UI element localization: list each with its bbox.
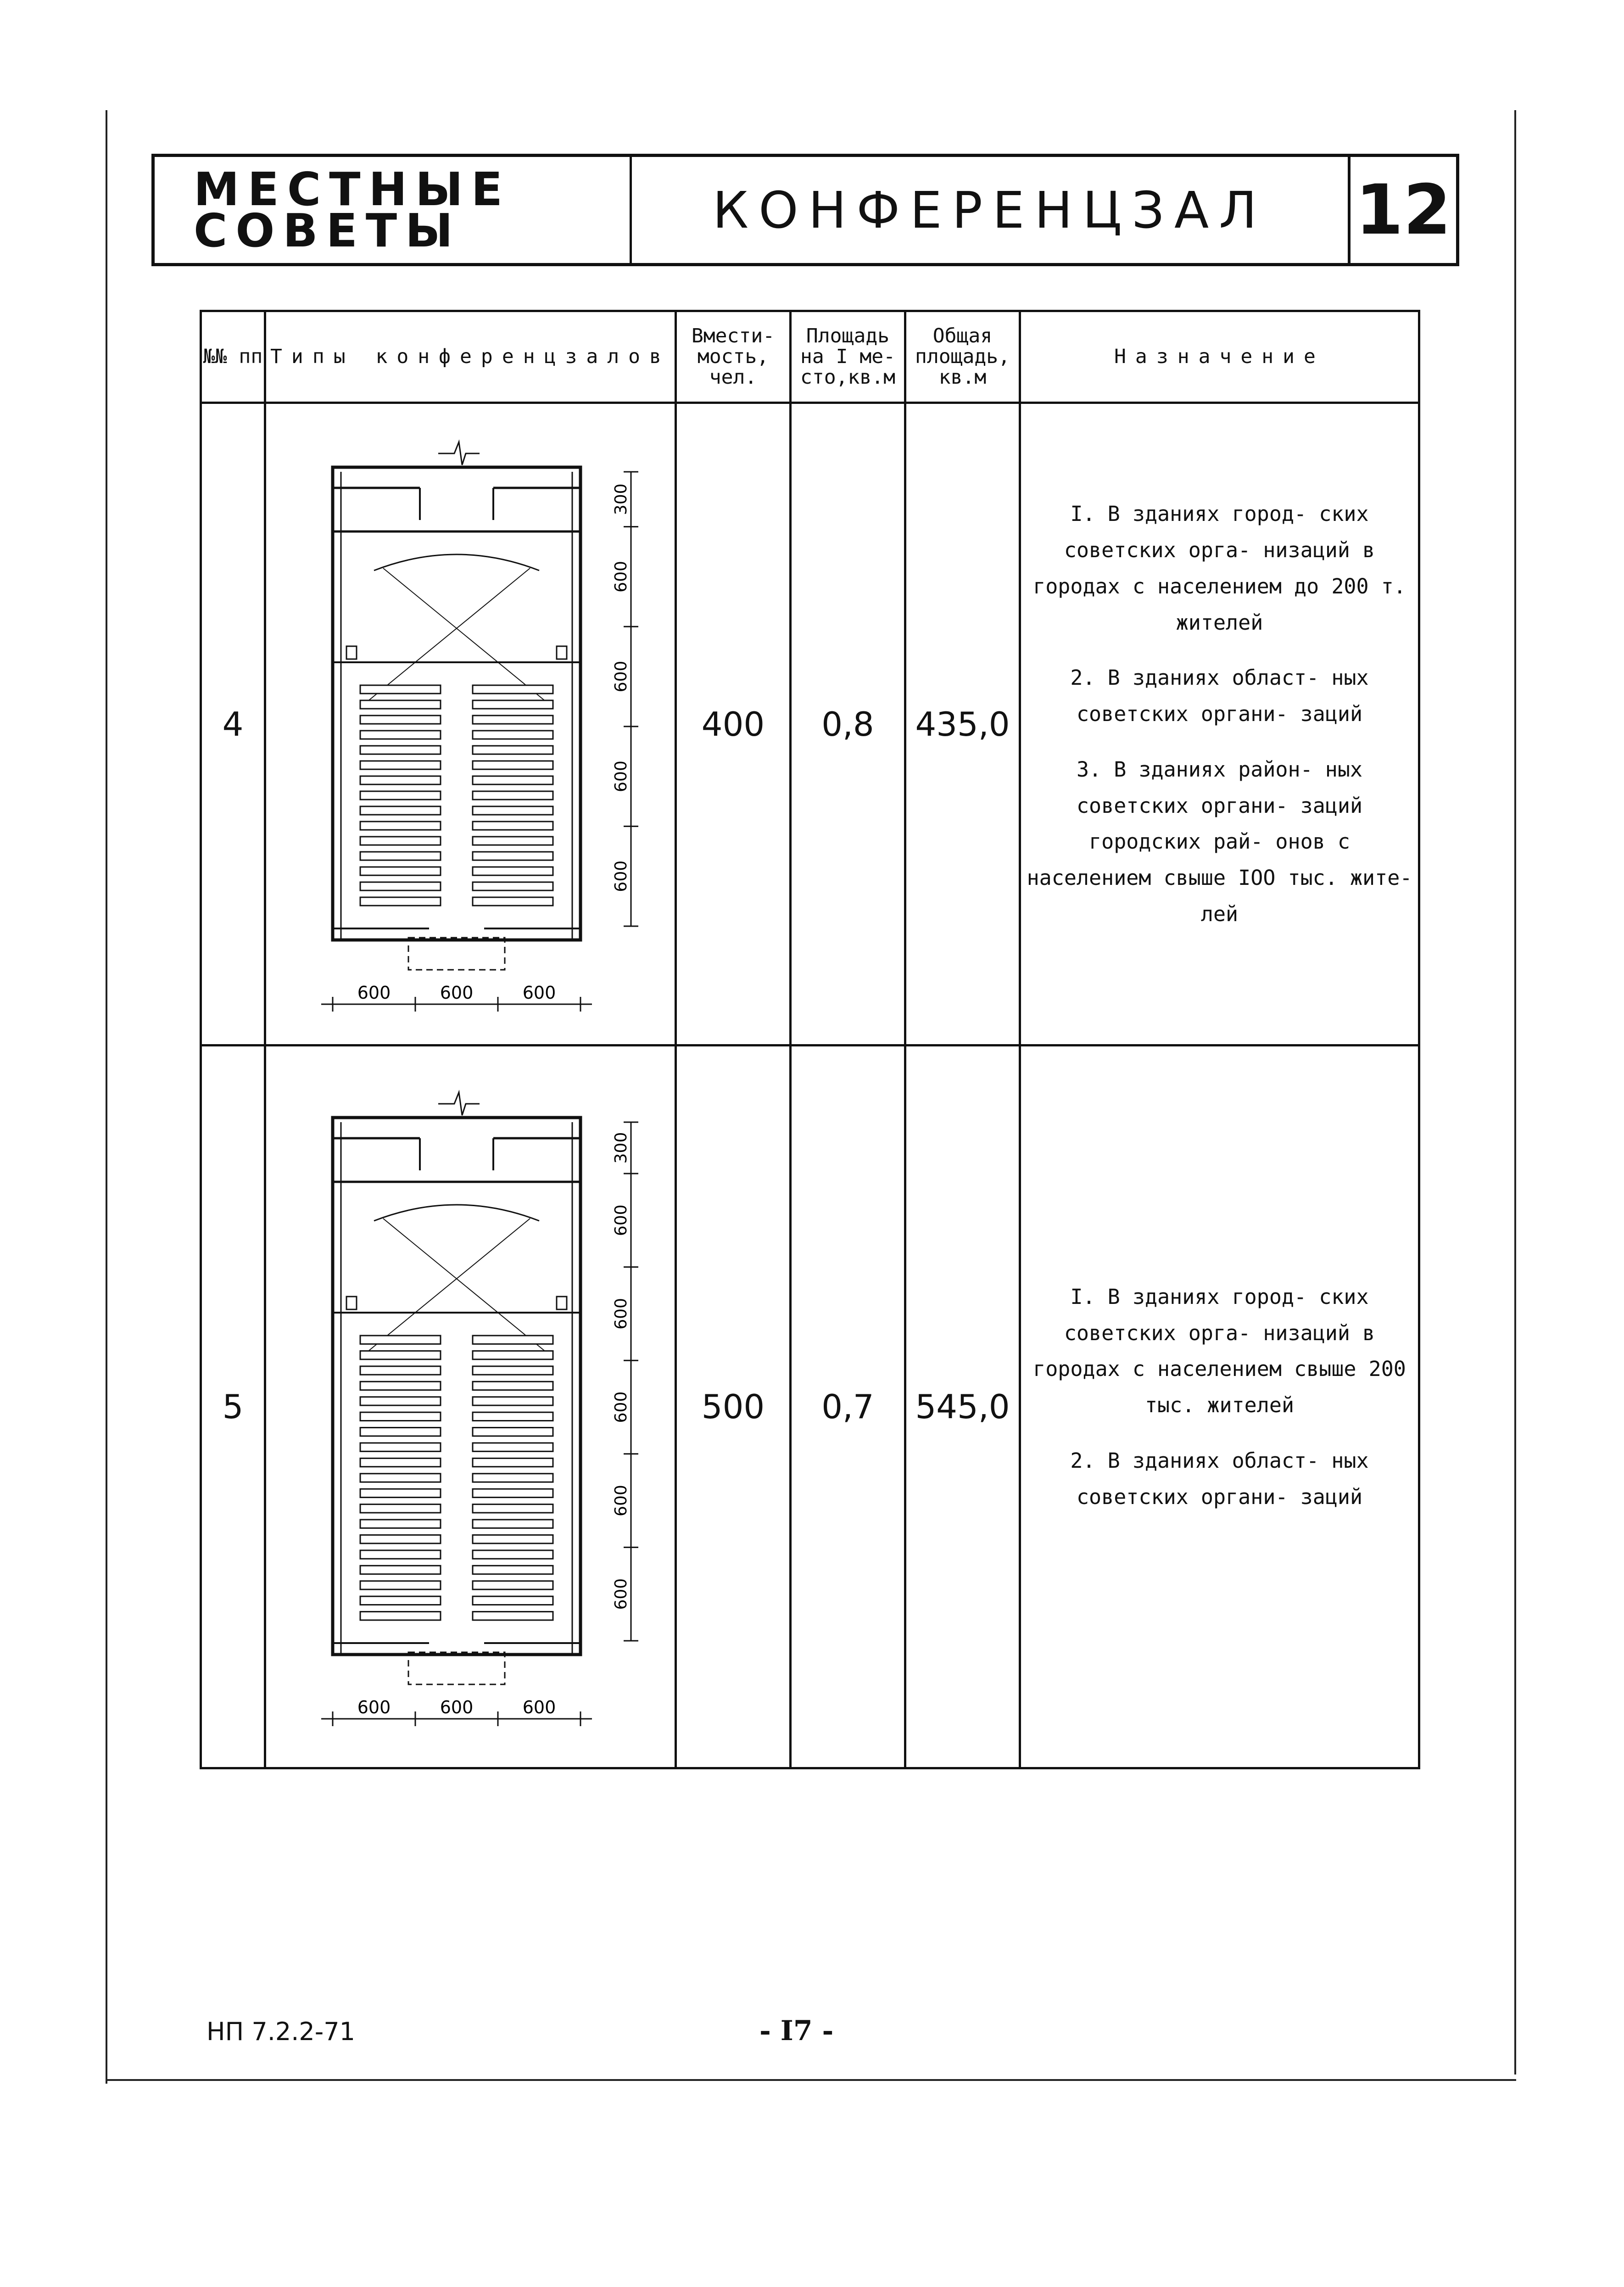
seat-row bbox=[360, 761, 441, 769]
seat-row bbox=[360, 867, 441, 875]
seat-row bbox=[360, 791, 441, 800]
dimension-label: 600 bbox=[522, 982, 556, 1003]
dimension-label: 300 bbox=[612, 1132, 631, 1164]
seat-row bbox=[473, 1443, 553, 1451]
seat-row bbox=[473, 746, 553, 754]
dimension-label: 600 bbox=[522, 1697, 556, 1717]
dimension-label: 600 bbox=[357, 982, 391, 1003]
seat-row bbox=[360, 1581, 441, 1589]
seat-row bbox=[473, 1504, 553, 1513]
stair-icon bbox=[557, 646, 567, 659]
break-mark-icon bbox=[438, 442, 480, 465]
col-header-capacity: Вмести- мость, чел. bbox=[676, 311, 791, 403]
seat-row bbox=[473, 685, 553, 693]
capacity-value: 400 bbox=[676, 403, 791, 1046]
seat-row bbox=[473, 1520, 553, 1528]
projection-line bbox=[365, 1219, 530, 1354]
col-header-total-area: Общая площадь, кв.м bbox=[905, 311, 1020, 403]
seat-row bbox=[360, 685, 441, 693]
area-per-seat-value: 0,7 bbox=[791, 1046, 905, 1768]
vestibule-outline bbox=[408, 938, 505, 970]
seat-row bbox=[360, 1458, 441, 1466]
seat-row bbox=[473, 1428, 553, 1436]
seat-row bbox=[473, 1581, 553, 1589]
seat-row bbox=[473, 1474, 553, 1482]
purpose-item: 3. В зданиях район- ных советских органи- заций городских рай- онов с населением свыше IOO тыс. жите- лей bbox=[1027, 757, 1412, 926]
col-header-number: №№ пп bbox=[201, 311, 265, 403]
seat-row bbox=[473, 700, 553, 709]
dimension-label: 600 bbox=[612, 1391, 631, 1423]
seat-row bbox=[360, 746, 441, 754]
seat-row bbox=[473, 1612, 553, 1620]
seat-row bbox=[360, 1612, 441, 1620]
seat-row bbox=[473, 1397, 553, 1405]
col-header-types: Типы конференцзалов bbox=[265, 311, 676, 403]
dimension-label: 600 bbox=[612, 1204, 631, 1236]
dimension-label: 600 bbox=[440, 1697, 474, 1717]
seat-row bbox=[360, 837, 441, 845]
capacity-value: 500 bbox=[676, 1046, 791, 1768]
seat-row bbox=[473, 852, 553, 860]
seat-row bbox=[473, 1366, 553, 1375]
seat-row bbox=[473, 761, 553, 769]
total-area-value: 435,0 bbox=[905, 403, 1020, 1046]
frame-right-line bbox=[1514, 110, 1516, 2075]
sheet-number: 12 bbox=[1348, 157, 1456, 263]
seat-row bbox=[360, 1428, 441, 1436]
seat-row bbox=[360, 1474, 441, 1482]
seat-row bbox=[360, 1397, 441, 1405]
seat-row bbox=[473, 822, 553, 830]
seat-row bbox=[360, 1366, 441, 1375]
projection-line bbox=[383, 1219, 548, 1354]
purpose-item: 2. В зданиях област- ных советских органи- заций bbox=[1070, 1448, 1369, 1509]
projection-line bbox=[365, 568, 530, 704]
seat-row bbox=[360, 1566, 441, 1574]
seat-row bbox=[360, 822, 441, 830]
col-header-area-per-seat: Площадь на I ме- сто,кв.м bbox=[791, 311, 905, 403]
table-header-row bbox=[201, 311, 1419, 403]
seat-row bbox=[360, 897, 441, 906]
dimension-label: 600 bbox=[612, 1578, 631, 1610]
stage-arc bbox=[374, 1205, 539, 1221]
dimension-label: 600 bbox=[612, 560, 631, 593]
seat-row bbox=[360, 1550, 441, 1559]
table-row bbox=[201, 403, 1419, 1046]
seat-row bbox=[473, 1351, 553, 1359]
stair-icon bbox=[346, 1297, 357, 1309]
stair-icon bbox=[346, 646, 357, 659]
purpose-item: I. В зданиях город- ских советских орга- низаций в городах с населением до 200 т. жителей bbox=[1033, 502, 1406, 635]
seat-row bbox=[360, 1489, 441, 1497]
category-line-1: МЕСТНЫЕ bbox=[194, 162, 511, 216]
frame-left-line bbox=[106, 110, 107, 2084]
projection-line bbox=[383, 568, 548, 704]
dimension-label: 600 bbox=[612, 1485, 631, 1516]
seat-row bbox=[473, 716, 553, 724]
purpose-cell bbox=[1020, 1046, 1419, 1768]
col-header-purpose: Назначение bbox=[1020, 311, 1419, 403]
purpose-item: 2. В зданиях област- ных советских органи- заций bbox=[1070, 665, 1369, 727]
seat-row bbox=[473, 1535, 553, 1543]
seat-row bbox=[473, 1336, 553, 1344]
seat-row bbox=[360, 1520, 441, 1528]
document-code: НП 7.2.2-71 bbox=[206, 2017, 355, 2046]
seat-row bbox=[473, 791, 553, 800]
seat-row bbox=[473, 882, 553, 890]
seat-row bbox=[473, 731, 553, 739]
floor-plan-cell bbox=[265, 403, 676, 1046]
purpose-item: I. В зданиях город- ских советских орга- низаций в городах с населением свыше 200 тыс. жителей bbox=[1033, 1284, 1406, 1417]
floor-plan-cell bbox=[265, 1046, 676, 1768]
seat-row bbox=[360, 700, 441, 709]
seat-row bbox=[473, 806, 553, 815]
dimension-label: 600 bbox=[612, 860, 631, 892]
dimension-label: 300 bbox=[612, 483, 631, 515]
total-area-value: 545,0 bbox=[905, 1046, 1020, 1768]
conference-hall-table bbox=[200, 310, 1420, 1769]
seat-row bbox=[360, 806, 441, 815]
category-block bbox=[155, 157, 632, 263]
stair-icon bbox=[557, 1297, 567, 1309]
seat-row bbox=[360, 776, 441, 784]
seat-row bbox=[360, 1443, 441, 1451]
seat-row bbox=[473, 897, 553, 906]
seat-row bbox=[360, 852, 441, 860]
seat-row bbox=[360, 1535, 441, 1543]
seat-row bbox=[473, 1550, 553, 1559]
seat-row bbox=[473, 1412, 553, 1420]
seat-row bbox=[473, 867, 553, 875]
seat-row bbox=[473, 1596, 553, 1605]
row-number: 4 bbox=[201, 403, 265, 1046]
stage-arc bbox=[374, 554, 539, 570]
break-mark-icon bbox=[438, 1092, 480, 1115]
seat-row bbox=[360, 1351, 441, 1359]
floor-plan-drawing bbox=[273, 1062, 668, 1751]
seat-row bbox=[473, 1566, 553, 1574]
seat-row bbox=[360, 882, 441, 890]
frame-bottom-line bbox=[106, 2079, 1516, 2081]
seat-row bbox=[360, 1412, 441, 1420]
seat-row bbox=[473, 1381, 553, 1390]
dimension-label: 600 bbox=[440, 982, 474, 1003]
floor-plan-drawing bbox=[273, 412, 668, 1036]
dimension-label: 600 bbox=[612, 1298, 631, 1330]
purpose-cell bbox=[1020, 403, 1419, 1046]
dimension-label: 600 bbox=[612, 760, 631, 792]
seat-row bbox=[473, 837, 553, 845]
seat-row bbox=[360, 1336, 441, 1344]
page-number: - I7 - bbox=[759, 2015, 834, 2047]
seat-row bbox=[360, 1381, 441, 1390]
dimension-label: 600 bbox=[357, 1697, 391, 1717]
row-number: 5 bbox=[201, 1046, 265, 1768]
sheet-header bbox=[151, 154, 1459, 266]
seat-row bbox=[360, 1504, 441, 1513]
table-row bbox=[201, 1046, 1419, 1768]
seat-row bbox=[360, 1596, 441, 1605]
seat-row bbox=[360, 731, 441, 739]
seat-row bbox=[473, 1458, 553, 1466]
seat-row bbox=[360, 716, 441, 724]
seat-row bbox=[473, 1489, 553, 1497]
category-line-2: СОВЕТЫ bbox=[194, 203, 461, 257]
seat-row bbox=[473, 776, 553, 784]
vestibule-outline bbox=[408, 1652, 505, 1684]
sheet-title: КОНФЕРЕНЦЗАЛ bbox=[712, 180, 1267, 240]
area-per-seat-value: 0,8 bbox=[791, 403, 905, 1046]
dimension-label: 600 bbox=[612, 660, 631, 692]
